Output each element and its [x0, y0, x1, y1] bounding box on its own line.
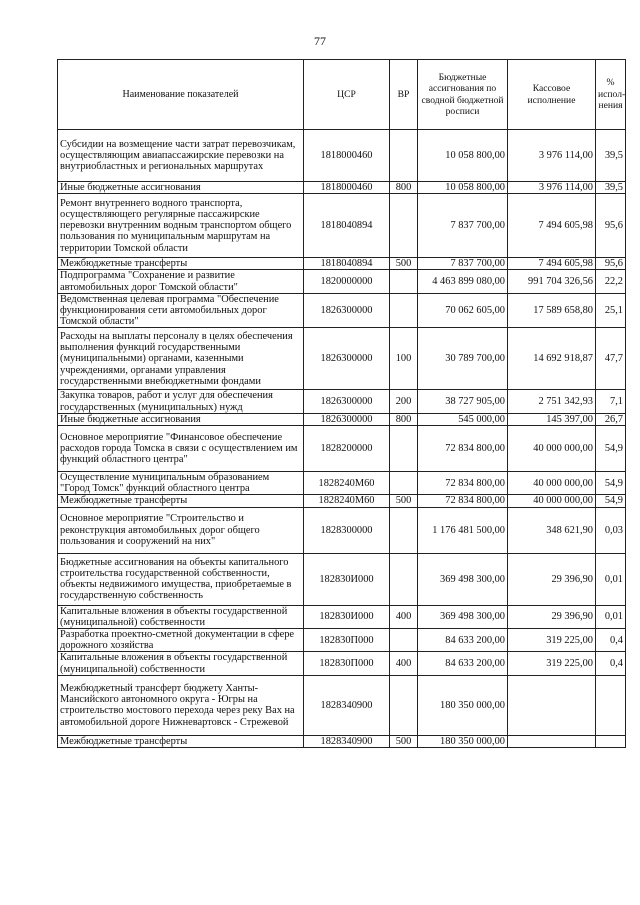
row-vr — [390, 472, 418, 495]
row-pct — [596, 735, 626, 747]
table-row — [58, 629, 626, 652]
row-cash: 40 000 000,00 — [508, 472, 596, 495]
row-csr: 1828300000 — [304, 507, 390, 553]
row-cash: 145 397,00 — [508, 413, 596, 425]
table-row — [58, 413, 626, 425]
row-name: Межбюджетные трансферты — [58, 258, 304, 270]
row-csr: 1828340900 — [304, 735, 390, 747]
row-vr — [390, 130, 418, 182]
row-budget: 70 062 605,00 — [418, 293, 508, 328]
row-budget: 38 727 905,00 — [418, 390, 508, 413]
row-cash — [508, 735, 596, 747]
row-name: Разработка проектно-сметной документации в сфере дорожного хозяйства — [58, 629, 304, 652]
row-cash: 40 000 000,00 — [508, 426, 596, 472]
row-csr: 1818040894 — [304, 258, 390, 270]
row-pct: 0,01 — [596, 553, 626, 605]
row-vr: 800 — [390, 182, 418, 194]
row-budget: 180 350 000,00 — [418, 675, 508, 735]
header-csr: ЦСР — [304, 60, 390, 130]
table-row — [58, 652, 626, 675]
row-pct — [596, 675, 626, 735]
row-pct: 95,6 — [596, 258, 626, 270]
row-name: Подпрограмма "Сохранение и развитие автомобильных дорог Томской области" — [58, 270, 304, 293]
row-pct: 0,4 — [596, 652, 626, 675]
row-vr: 200 — [390, 390, 418, 413]
row-csr: 1826300000 — [304, 293, 390, 328]
row-name: Субсидии на возмещение части затрат перевозчикам, осуществляющим авиапассажирские перевозки на внутриобластных и региональных маршрутах — [58, 130, 304, 182]
row-name: Иные бюджетные ассигнования — [58, 413, 304, 425]
row-vr: 400 — [390, 652, 418, 675]
row-vr — [390, 675, 418, 735]
row-budget: 369 498 300,00 — [418, 553, 508, 605]
row-vr — [390, 507, 418, 553]
row-budget: 180 350 000,00 — [418, 735, 508, 747]
row-cash: 14 692 918,87 — [508, 328, 596, 390]
table-row — [58, 194, 626, 258]
row-budget: 72 834 800,00 — [418, 495, 508, 507]
row-vr — [390, 293, 418, 328]
row-pct: 39,5 — [596, 182, 626, 194]
row-budget: 4 463 899 080,00 — [418, 270, 508, 293]
table-row — [58, 390, 626, 413]
row-pct: 54,9 — [596, 426, 626, 472]
row-cash: 7 494 605,98 — [508, 194, 596, 258]
row-csr: 1820000000 — [304, 270, 390, 293]
row-cash: 7 494 605,98 — [508, 258, 596, 270]
row-csr: 1826300000 — [304, 413, 390, 425]
row-vr — [390, 194, 418, 258]
row-vr: 800 — [390, 413, 418, 425]
table-row — [58, 735, 626, 747]
row-pct: 7,1 — [596, 390, 626, 413]
row-name: Межбюджетные трансферты — [58, 495, 304, 507]
row-budget: 7 837 700,00 — [418, 258, 508, 270]
table-row — [58, 675, 626, 735]
row-csr: 182830И000 — [304, 553, 390, 605]
row-cash: 29 396,90 — [508, 553, 596, 605]
table-row — [58, 328, 626, 390]
table-row — [58, 270, 626, 293]
row-name: Бюджетные ассигнования на объекты капитального строительства государственной собственности, объекты недвижимого имущества, приобретаемые в государственную собственность — [58, 553, 304, 605]
table-row — [58, 258, 626, 270]
row-cash: 17 589 658,80 — [508, 293, 596, 328]
row-budget: 10 058 800,00 — [418, 130, 508, 182]
row-pct: 0,03 — [596, 507, 626, 553]
row-csr: 182830И000 — [304, 605, 390, 628]
row-cash: 2 751 342,93 — [508, 390, 596, 413]
budget-execution-table — [57, 59, 626, 748]
row-name: Основное мероприятие "Финансовое обеспечение расходов города Томска в связи с осуществлением им функций областного центра" — [58, 426, 304, 472]
row-pct: 95,6 — [596, 194, 626, 258]
table-row — [58, 507, 626, 553]
row-pct: 22,2 — [596, 270, 626, 293]
table-row — [58, 605, 626, 628]
table-row — [58, 130, 626, 182]
row-pct: 47,7 — [596, 328, 626, 390]
row-pct: 39,5 — [596, 130, 626, 182]
page-number: 77 — [314, 34, 326, 48]
row-csr: 1818000460 — [304, 182, 390, 194]
row-name: Расходы на выплаты персоналу в целях обеспечения выполнения функций государственными (муниципальными) органами, казенными учреждениями, органами управления государственными внебюджетными фондами — [58, 328, 304, 390]
row-cash: 348 621,90 — [508, 507, 596, 553]
row-cash: 3 976 114,00 — [508, 182, 596, 194]
row-budget: 30 789 700,00 — [418, 328, 508, 390]
row-vr — [390, 553, 418, 605]
row-cash: 319 225,00 — [508, 652, 596, 675]
table-row — [58, 472, 626, 495]
row-pct: 0,01 — [596, 605, 626, 628]
row-csr: 1828240М60 — [304, 495, 390, 507]
row-pct: 26,7 — [596, 413, 626, 425]
table-row — [58, 182, 626, 194]
header-cash: Кассовое исполнение — [508, 60, 596, 130]
row-budget: 72 834 800,00 — [418, 472, 508, 495]
header-pct: % испол-нения — [596, 60, 626, 130]
row-csr: 1818000460 — [304, 130, 390, 182]
table-row — [58, 426, 626, 472]
row-csr: 1826300000 — [304, 390, 390, 413]
row-csr: 182830П000 — [304, 652, 390, 675]
row-name: Межбюджетный трансферт бюджету Ханты-Мансийского автономного округа - Югры на строительство мостового перехода через реку Вах на автомобильной дороге Нижневартовск - Стрежевой — [58, 675, 304, 735]
row-budget: 10 058 800,00 — [418, 182, 508, 194]
row-pct: 54,9 — [596, 472, 626, 495]
row-vr — [390, 426, 418, 472]
row-name: Ведомственная целевая программа "Обеспечение функционирования сети автомобильных дорог Томской области" — [58, 293, 304, 328]
row-vr — [390, 270, 418, 293]
row-vr: 500 — [390, 495, 418, 507]
row-vr: 400 — [390, 605, 418, 628]
row-pct: 25,1 — [596, 293, 626, 328]
table-row — [58, 293, 626, 328]
row-pct: 54,9 — [596, 495, 626, 507]
table-body — [58, 130, 626, 748]
row-vr — [390, 629, 418, 652]
row-cash: 319 225,00 — [508, 629, 596, 652]
row-name: Осуществление муниципальным образованием "Город Томск" функций областного центра — [58, 472, 304, 495]
row-pct: 0,4 — [596, 629, 626, 652]
row-csr: 1818040894 — [304, 194, 390, 258]
row-budget: 84 633 200,00 — [418, 652, 508, 675]
row-csr: 1828200000 — [304, 426, 390, 472]
row-vr: 100 — [390, 328, 418, 390]
row-budget: 7 837 700,00 — [418, 194, 508, 258]
row-cash: 40 000 000,00 — [508, 495, 596, 507]
row-name: Ремонт внутреннего водного транспорта, осуществляющего регулярные пассажирские перевозки внутренним водным транспортом общего пользования по муниципальным маршрутам на территории Томской области — [58, 194, 304, 258]
row-name: Основное мероприятие "Строительство и реконструкция автомобильных дорог общего пользования и сооружений на них" — [58, 507, 304, 553]
row-budget: 84 633 200,00 — [418, 629, 508, 652]
row-name: Межбюджетные трансферты — [58, 735, 304, 747]
header-vr: ВР — [390, 60, 418, 130]
row-budget: 72 834 800,00 — [418, 426, 508, 472]
row-csr: 1828340900 — [304, 675, 390, 735]
row-budget: 1 176 481 500,00 — [418, 507, 508, 553]
row-csr: 182830П000 — [304, 629, 390, 652]
row-vr: 500 — [390, 258, 418, 270]
header-budget: Бюджетные ассигнования по сводной бюджетной росписи — [418, 60, 508, 130]
row-vr: 500 — [390, 735, 418, 747]
header-name: Наименование показателей — [58, 60, 304, 130]
row-name: Иные бюджетные ассигнования — [58, 182, 304, 194]
row-csr: 1828240М60 — [304, 472, 390, 495]
table-row — [58, 553, 626, 605]
row-cash: 991 704 326,56 — [508, 270, 596, 293]
row-budget: 369 498 300,00 — [418, 605, 508, 628]
row-budget: 545 000,00 — [418, 413, 508, 425]
row-name: Капитальные вложения в объекты государственной (муниципальной) собственности — [58, 652, 304, 675]
row-name: Капитальные вложения в объекты государственной (муниципальной) собственности — [58, 605, 304, 628]
row-cash: 29 396,90 — [508, 605, 596, 628]
row-csr: 1826300000 — [304, 328, 390, 390]
row-cash: 3 976 114,00 — [508, 130, 596, 182]
table-header-row — [58, 60, 626, 130]
row-cash — [508, 675, 596, 735]
row-name: Закупка товаров, работ и услуг для обеспечения государственных (муниципальных) нужд — [58, 390, 304, 413]
table-row — [58, 495, 626, 507]
